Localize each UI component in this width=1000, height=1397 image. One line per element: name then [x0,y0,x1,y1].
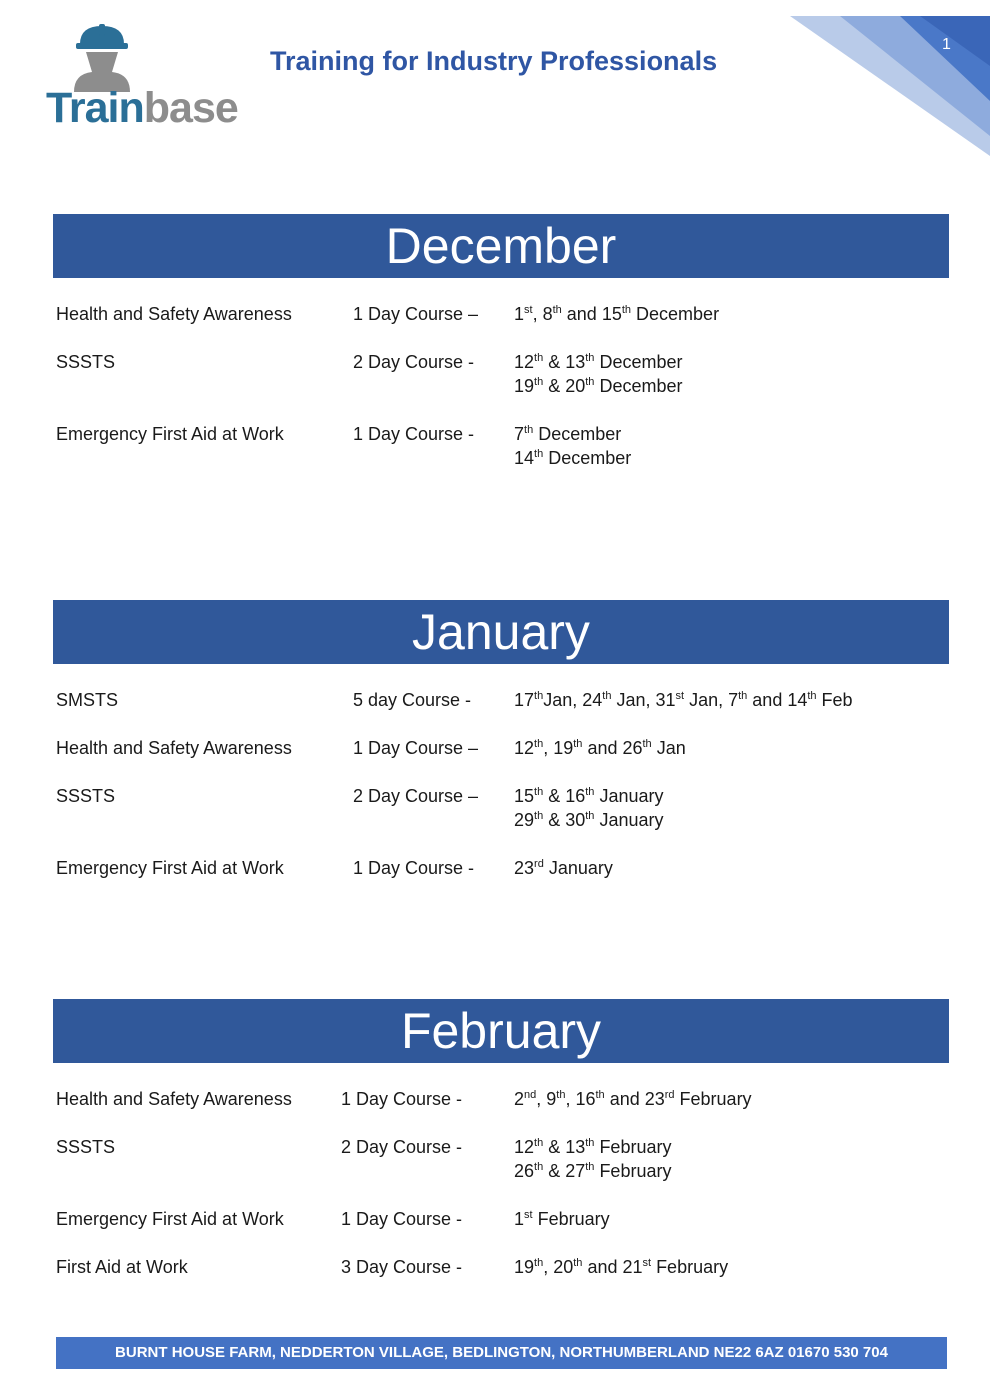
hard-hat-worker-icon [44,22,244,92]
course-name: SMSTS [56,690,119,710]
date-text: 1 [514,1209,525,1229]
ordinal-suffix: rd [534,858,544,870]
ordinal-suffix: th [585,352,595,364]
date-text: , 16 [565,1089,596,1109]
date-text: 7 [514,424,525,444]
date-text: and 15 [561,304,622,324]
ordinal-suffix: th [585,786,595,798]
course-dates [514,736,686,760]
course-name: Health and Safety Awareness [56,738,292,758]
course-dates [514,302,719,326]
date-text: & 27 [543,1161,586,1181]
course-dates [514,856,613,880]
ordinal-suffix: th [524,424,534,436]
course-duration: 1 Day Course - [341,1089,463,1109]
corner-decoration [790,16,990,161]
date-text: 23 [514,858,535,878]
ordinal-suffix: st [675,690,685,702]
course-name: SSSTS [56,1137,116,1157]
date-line [514,350,682,374]
date-line [514,1207,610,1231]
date-text: February [674,1089,752,1109]
course-duration: 2 Day Course - [353,352,475,372]
date-text: February [594,1137,672,1157]
course-dates [514,422,631,470]
ordinal-suffix: th [534,376,544,388]
date-text: December [594,376,683,396]
ordinal-suffix: st [642,1257,652,1269]
course-dates [514,350,682,398]
date-line [514,1159,671,1183]
date-text: January [594,786,664,806]
course-name: Emergency First Aid at Work [56,858,284,878]
section-february [53,999,949,1277]
date-line [514,1087,752,1111]
ordinal-suffix: th [585,1161,595,1173]
date-line [514,302,719,326]
trainbase-logo [44,22,244,132]
section-january [53,600,949,878]
date-text: December [533,424,622,444]
date-text: & 13 [543,1137,586,1157]
course-name: Emergency First Aid at Work [56,1209,284,1229]
page-number: 1 [942,36,951,53]
date-line [514,446,631,470]
date-line [514,374,682,398]
date-text: Feb [816,690,853,710]
course-name: SSSTS [56,786,116,806]
ordinal-suffix: st [524,304,533,316]
course-duration: 1 Day Course - [341,1209,463,1229]
course-name: Health and Safety Awareness [56,304,292,324]
date-text: 12 [514,352,535,372]
date-text: February [594,1161,672,1181]
date-line [514,688,853,712]
date-text: 17 [514,690,535,710]
course-duration: 1 Day Course - [353,424,475,444]
date-line [514,422,631,446]
date-text: 19 [514,1257,535,1277]
course-duration: 3 Day Course - [341,1257,463,1277]
course-dates [514,688,853,712]
course-duration: 1 Day Course – [353,304,479,324]
course-duration: 2 Day Course - [341,1137,463,1157]
date-line [514,1135,671,1159]
date-text: and 26 [582,738,643,758]
logo-wordmark: Trainbase [46,84,238,132]
date-text: Jan [651,738,686,758]
date-text: and 14 [747,690,808,710]
date-text: & 30 [543,810,586,830]
date-text: 19 [514,376,535,396]
course-name: First Aid at Work [56,1257,188,1277]
date-text: 29 [514,810,535,830]
course-dates [514,1255,728,1279]
footer-address: BURNT HOUSE FARM, NEDDERTON VILLAGE, BEDLINGTON, NORTHUMBERLAND NE22 6AZ 01670 530 704 [56,1337,947,1369]
page-tagline: Training for Industry Professionals [270,46,718,76]
date-text: , 9 [536,1089,557,1109]
course-duration: 1 Day Course – [353,738,479,758]
ordinal-suffix: th [556,1089,566,1101]
date-line [514,736,686,760]
date-text: December [631,304,720,324]
date-text: , 8 [532,304,553,324]
ordinal-suffix: th [534,1161,544,1173]
course-name: Emergency First Aid at Work [56,424,284,444]
date-line [514,784,663,808]
ordinal-suffix: th [552,304,562,316]
date-text: 14 [514,448,535,468]
date-text: Jan, 31 [611,690,676,710]
ordinal-suffix: th [585,376,595,388]
date-text: Jan, 7 [684,690,739,710]
date-text: , 19 [543,738,574,758]
ordinal-suffix: th [534,810,544,822]
date-text: & 20 [543,376,586,396]
month-banner: January [53,600,949,664]
ordinal-suffix: th [595,1089,605,1101]
date-text: December [543,448,632,468]
date-text: 2 [514,1089,525,1109]
date-text: January [543,858,613,878]
date-text: 12 [514,738,535,758]
date-text: & 13 [543,352,586,372]
ordinal-suffix: th [534,738,544,750]
section-december [53,214,949,468]
date-line [514,1255,728,1279]
ordinal-suffix: th [621,304,632,316]
ordinal-suffix: st [524,1209,533,1221]
date-text: 1 [514,304,525,324]
ordinal-suffix: th [534,1257,544,1269]
course-dates [514,1087,752,1111]
date-text: 26 [514,1161,535,1181]
ordinal-suffix: rd [664,1089,675,1101]
date-line [514,856,613,880]
ordinal-suffix: th [738,690,748,702]
date-text: December [594,352,683,372]
date-text: February [532,1209,610,1229]
date-text: and 23 [604,1089,665,1109]
date-text: January [594,810,664,830]
ordinal-suffix: th [534,448,544,460]
ordinal-suffix: th [534,786,544,798]
date-text: 15 [514,786,535,806]
ordinal-suffix: th [585,1137,595,1149]
course-duration: 2 Day Course – [353,786,479,806]
ordinal-suffix: th [585,810,595,822]
date-text: & 16 [543,786,586,806]
ordinal-suffix: th [534,690,544,702]
date-text: , 20 [543,1257,574,1277]
course-name: Health and Safety Awareness [56,1089,292,1109]
course-dates [514,1207,610,1231]
course-dates [514,784,663,832]
date-text: Jan, 24 [543,690,603,710]
ordinal-suffix: nd [524,1089,537,1101]
ordinal-suffix: th [534,352,544,364]
course-dates [514,1135,671,1183]
month-banner: December [53,214,949,278]
course-duration: 1 Day Course - [353,858,475,878]
date-text: February [651,1257,729,1277]
ordinal-suffix: th [534,1137,544,1149]
ordinal-suffix: th [807,690,817,702]
ordinal-suffix: th [602,690,612,702]
course-name: SSSTS [56,352,116,372]
month-banner: February [53,999,949,1063]
date-text: and 21 [582,1257,643,1277]
ordinal-suffix: th [573,1257,583,1269]
ordinal-suffix: th [573,738,583,750]
course-duration: 5 day Course - [353,690,472,710]
date-line [514,808,663,832]
date-text: 12 [514,1137,535,1157]
ordinal-suffix: th [642,738,652,750]
